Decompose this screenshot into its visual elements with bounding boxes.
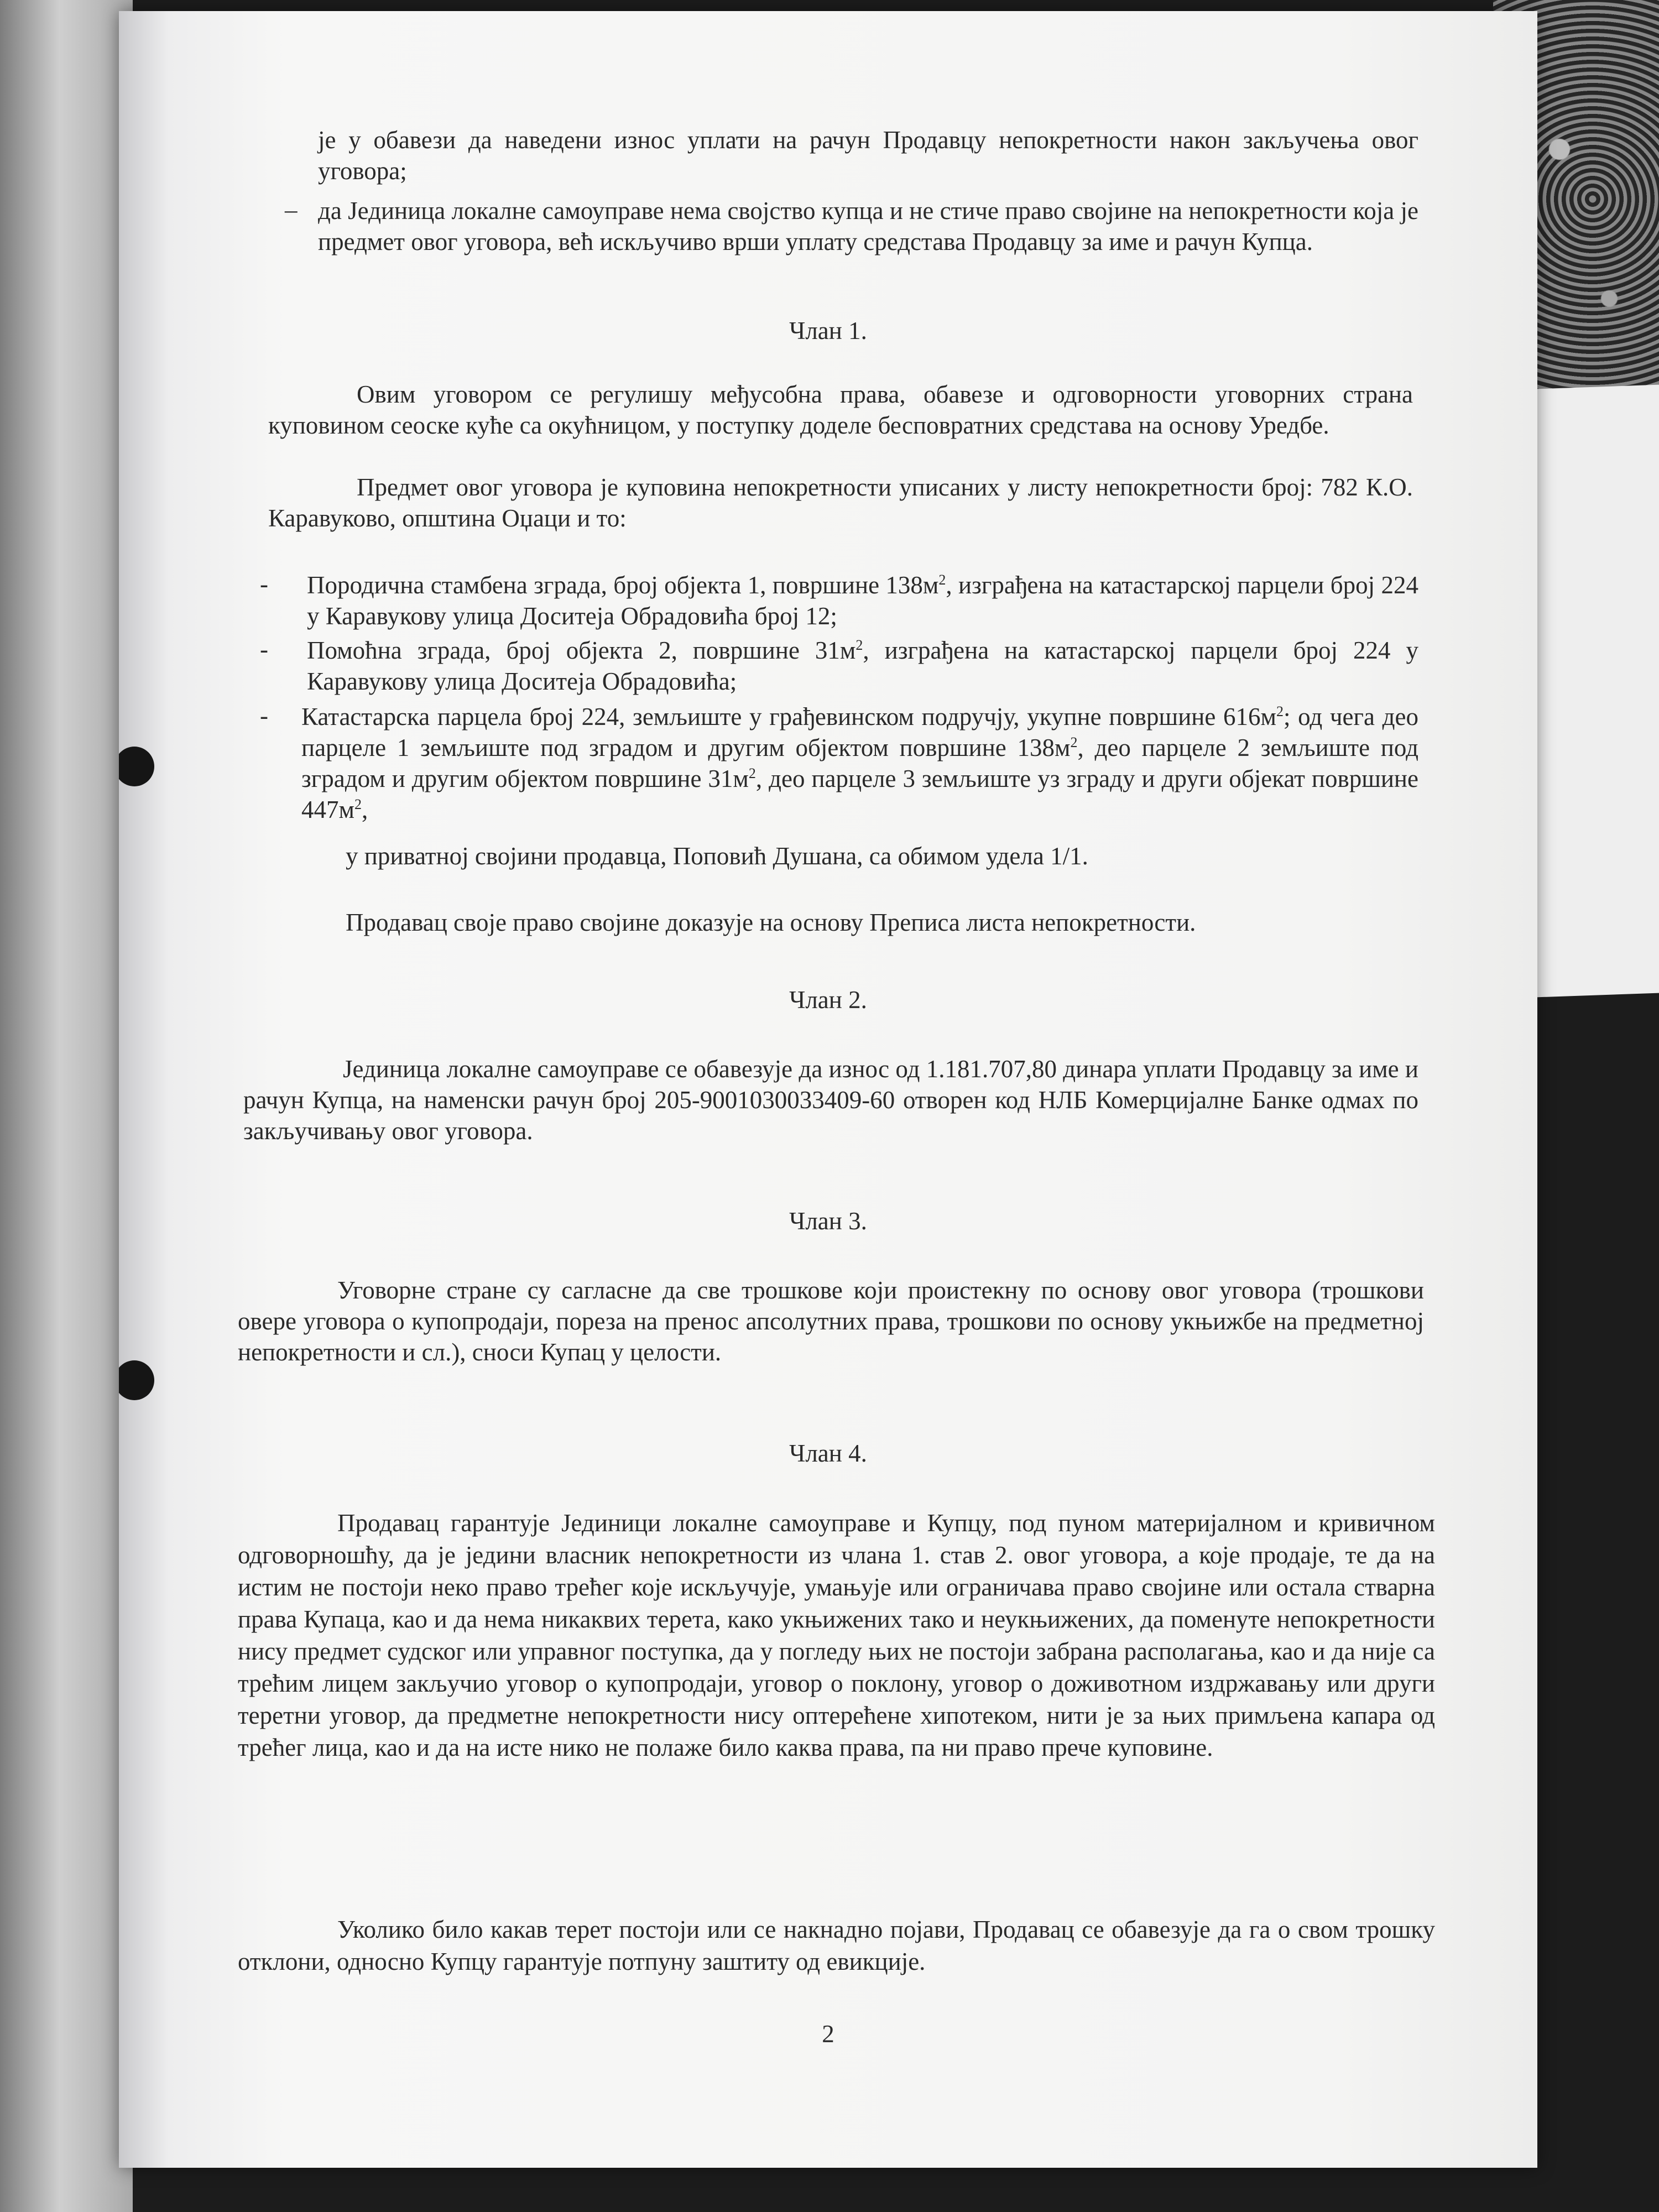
bullet-dash: – — [285, 196, 298, 223]
property-item-house: Породична стамбена зграда, број објекта 1, површине $138м^2$, изграђена на катастарској парцели број 224 у Каравукову улица Доситеја Обрадовића број 12; — [307, 571, 1418, 630]
intro-line: је у обавези да наведени износ уплати на рачун Продавцу непокретности након закључења овог уговора; — [318, 126, 1418, 185]
left-page-edge — [0, 0, 133, 2212]
intro-bullet: да Јединица локалне самоуправе нема својство купца и не стиче право својине на непокретности која је предмет овог уговора, већ искључиво врши уплату средстава Продавцу за име и рачун Купца. — [318, 197, 1418, 255]
property-item-aux-building: Помоћна зграда, број објекта 2, површине $31м^2$, изграђена на катастарској парцели број 224 у Каравукову улица Доситеја Обрадовића; — [307, 637, 1418, 695]
article-2-text: Јединица локалне самоуправе се обавезује да износ од 1.181.707,80 динара уплати Продавцу за име и рачун Купца, на наменски рачун број 205-9001030033409-60 отворен код НЛБ Комерцијалне Банке одмах по закључивању овог уговора. — [243, 1055, 1418, 1145]
punch-hole-top — [119, 747, 154, 786]
article-3-text: Уговорне стране су сагласне да све трошкове који проистекну по основу овог уговора (трошкови овере уговора о купопродаји, пореза на пренос апсолутних права, трошкови по основу укњижбе на предметној непокретности и сл.), сноси Купац у целости. — [238, 1276, 1424, 1366]
article-4-heading: Члан 4. — [789, 1439, 867, 1467]
document-page — [119, 11, 1537, 2168]
ownership-statement: у приватној својини продавца, Поповић Душана, са обимом удела 1/1. — [346, 842, 1088, 870]
page-number: 2 — [822, 2020, 834, 2048]
article-1-heading: Члан 1. — [789, 317, 867, 345]
list-dash-2: - — [260, 635, 268, 663]
ownership-proof: Продавац своје право својине доказује на основу Преписа листа непокретности. — [346, 909, 1196, 936]
article-4-paragraph-1: Продавац гарантује Јединици локалне самоуправе и Купцу, под пуном материјалном и кривичном одговорношћу, да је једини власник непокретности из члана 1. став 2. овог уговора, а које продаје, те да на истим не постоји неко право трећег које искључује, умањује или ограничава право својине или остала стварна права Купаца, као и да нема никаквих терета, како укњижених тако и неукњижених, да поменуте непокретности нису предмет судског или управног поступка, да у погледу њих не постоји забрана располагања, као и да није са трећим лицем закључио уговор о купопродаји, уговор о поклону, уговор о доживотном издржавању или други теретни уговор, да предметне непокретности нису оптерећене хипотеком, нити је за њих примљена капара од трећег лица, као и да на исте нико не полаже било каква права, па ни право прече куповине. — [238, 1509, 1435, 1761]
article-1-paragraph-1: Овим уговором се регулишу међусобна права, обавезе и одговорности уговорних страна куповином сеоске куће са окућницом, у поступку доделе бесповратних средстава на основу Уредбе. — [268, 380, 1413, 439]
article-2-heading: Члан 2. — [789, 986, 867, 1014]
article-3-heading: Члан 3. — [789, 1207, 867, 1235]
article-1-paragraph-2: Предмет овог уговора је куповина непокретности уписаних у листу непокретности број: 782 К.О. Каравуково, општина Оџаци и то: — [268, 473, 1413, 532]
article-4-paragraph-2: Уколико било какав терет постоји или се накнадно појави, Продавац се обавезује да га о свом трошку отклони, односно Купцу гарантује потпуну заштиту од евикције. — [238, 1916, 1435, 1975]
property-item-parcel: Катастарска парцела број 224, земљиште у грађевинском подручју, укупне површине $616м^2$; од чега део парцеле 1 земљиште под зградом и другим објектом површине $138м^2$, део парцеле 2 земљиште под зградом и другим објектом површине $31м^2$, део парцеле 3 земљиште уз зграду и други објекат површине $447м^2$, — [301, 703, 1418, 823]
list-dash-3: - — [260, 702, 268, 729]
punch-hole-bottom — [119, 1360, 154, 1400]
underlying-sheet — [1521, 385, 1659, 998]
list-dash-1: - — [260, 570, 268, 598]
